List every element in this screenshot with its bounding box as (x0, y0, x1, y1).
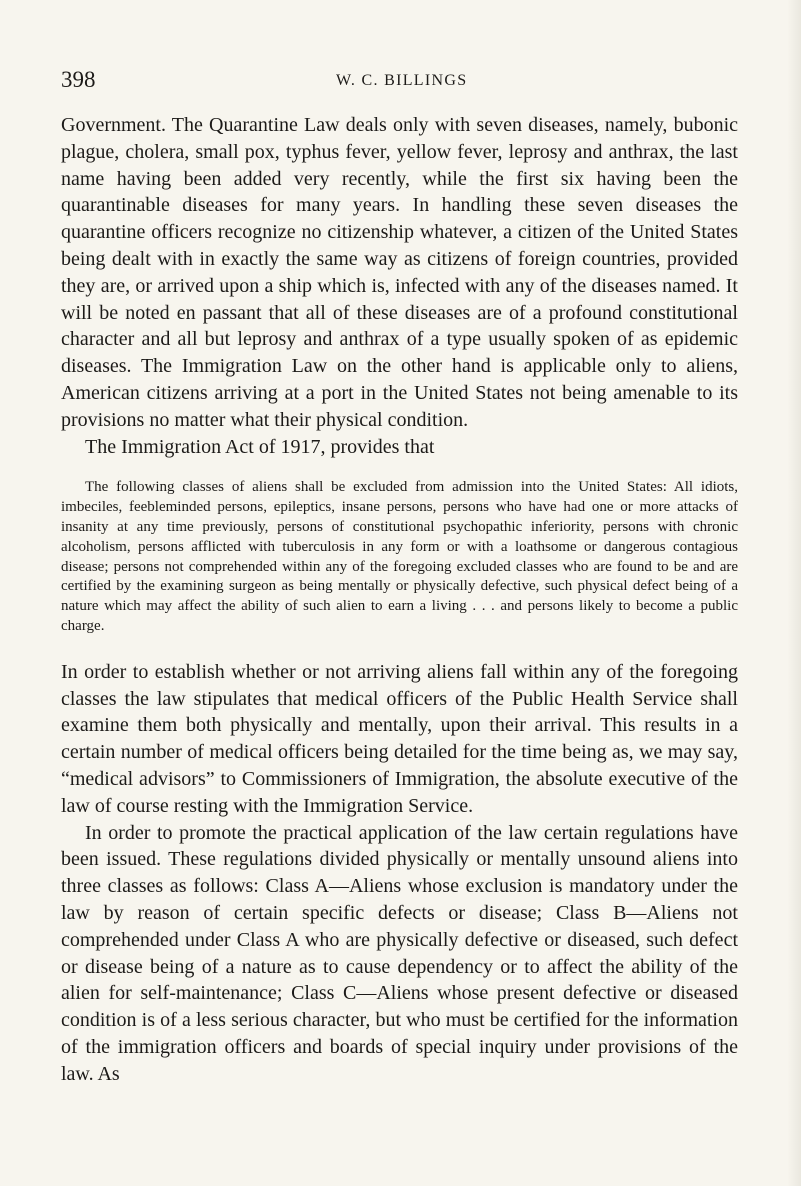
paragraph-quarantine-law: Government. The Quarantine Law deals only with seven diseases, namely, bubonic plague, cholera, small pox, typhus fever, yellow fever, leprosy and anthrax, the last name having been added very recently, while the first six having been the quarantinable diseases for many years. In handling these seven diseases the quarantine officers recognize no citizenship whatever, a citizen of the United States being dealt with in exactly the same way as citizens of foreign countries, provided they are, or arrived upon a ship which is, infected with any of the diseases named. It will be noted en passant that all of these diseases are of a profound constitutional character and all but leprosy and anthrax of a type usually spoken of as epidemic diseases. The Immigration Law on the other hand is applicable only to aliens, American citizens arriving at a port in the United States not being amenable to its provisions no matter what their physical condition. (61, 114, 738, 431)
block-quote-excluded-classes: The following classes of aliens shall be excluded from admission into the United States: All idiots, imbeciles, feebleminded persons, epileptics, insane persons, persons who have had one or more attacks of insanity at any time previously, persons of constitutional psychopathic inferiority, persons with chronic alcoholism, persons afflicted with tuberculosis in any form or with a loathsome or dangerous contagious disease; persons not comprehended within any of the foregoing excluded classes who are found to be and are certified by the examining surgeon as being mentally or physically defective, such physical defect being of a nature which may affect the ability of such alien to earn a living . . . and persons likely to become a public charge. (61, 479, 738, 634)
running-head (0, 66, 801, 96)
paragraph-medical-examination: In order to establish whether or not arriving aliens fall within any of the foregoing classes the law stipulates that medical officers of the Public Health Service shall examine them both physically and mentally, upon their arrival. This results in a certain number of medical officers being detailed for the time being as, we may say, “medical advisors” to Commissioners of Immigration, the absolute executive of the law of course resting with the Immigration Service. (61, 660, 738, 817)
running-title: W. C. BILLINGS (336, 72, 468, 89)
paragraph-regulations-classes: In order to promote the practical application of the law certain regulations have been issued. These regulations divided physically or mentally unsound aliens into three classes as follows: Class A—Aliens whose exclusion is mandatory under the law by reason of certain specific defects or disease; Class B—Aliens not comprehended under Class A who are physically defective or diseased, such defect or disease being of a nature as to cause dependency or to affect the ability of the alien for self-maintenance; Class C—Aliens whose present defective or diseased condition is of a less serious character, but who must be certified for the information of the immigration officers and boards of special inquiry under provisions of the law. As (61, 821, 738, 1085)
paragraph-immigration-act-intro: The Immigration Act of 1917, provides that (85, 435, 435, 458)
page-number: 398 (61, 67, 96, 92)
body-text (61, 112, 738, 1087)
